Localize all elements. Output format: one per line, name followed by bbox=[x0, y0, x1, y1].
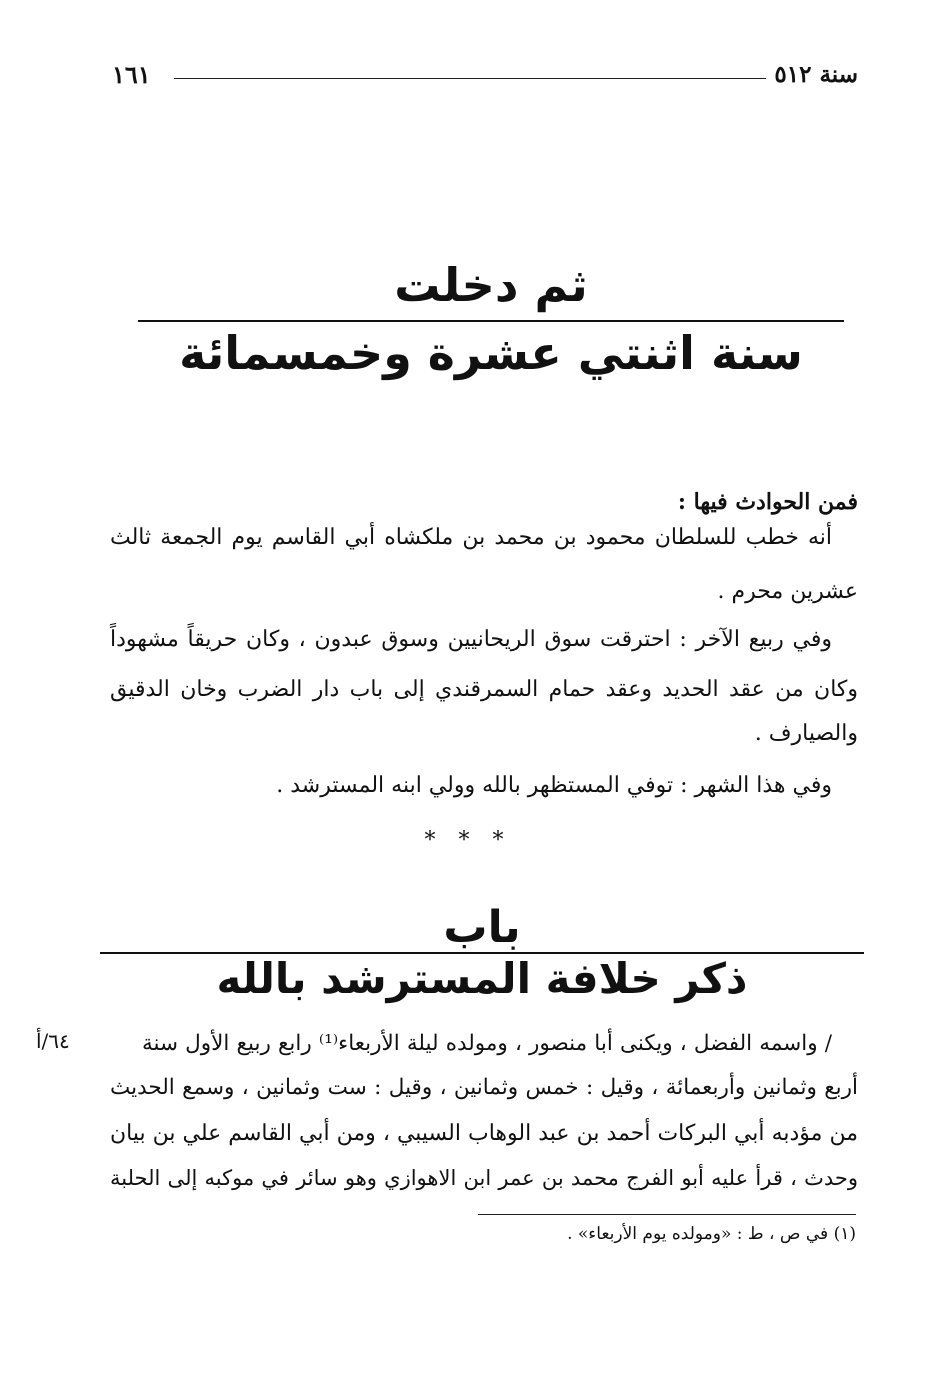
header-rule bbox=[174, 78, 766, 79]
footnote: (١) في ص ، ط : «ومولده يوم الأربعاء» . bbox=[567, 1224, 856, 1244]
paragraph-line: / واسمه الفضل ، ويكنى أبا منصور ، ومولده ليلة الأربعاء⁽¹⁾ رابع ربيع الأول سنة bbox=[142, 1031, 833, 1056]
running-header bbox=[112, 58, 858, 92]
paragraph-line: أربع وثمانين وأربعمائة ، وقيل : خمس وثمانين ، وقيل : ست وثمانين ، وسمع الحديث bbox=[110, 1075, 858, 1100]
chapter-title: ذكر خلافة المسترشد بالله bbox=[216, 954, 748, 1003]
header-year: سنة ٥١٢ bbox=[774, 61, 858, 88]
section-title-main: سنة اثنتي عشرة وخمسمائة bbox=[179, 326, 803, 380]
section-title-top: ثم دخلت bbox=[394, 258, 588, 312]
paragraph-line: وحدث ، قرأ عليه أبو الفرج محمد بن عمر ابن الاهوازي وهو سائر في موكبه إلى الحلبة bbox=[110, 1166, 858, 1190]
page-number: ١٦١ bbox=[112, 60, 151, 89]
chapter-label: باب bbox=[443, 902, 521, 953]
paragraph-line: والصيارف . bbox=[754, 721, 858, 746]
paragraph-line: من مؤدبه أبي البركات أحمد بن عبد الوهاب السيبي ، ومن أبي القاسم علي بن بيان bbox=[110, 1121, 858, 1146]
paragraph-line: وكان من عقد الحديد وعقد حمام السمرقندي إلى باب دار الضرب وخان الدقيق bbox=[110, 677, 858, 702]
section-separator: * * * bbox=[424, 828, 512, 853]
paragraph-line: أنه خطب للسلطان محمود بن محمد بن ملكشاه أبي القاسم يوم الجمعة ثالث bbox=[110, 525, 832, 550]
events-heading: فمن الحوادث فيها : bbox=[677, 489, 858, 515]
paragraph-line: عشرين محرم . bbox=[717, 579, 858, 604]
margin-folio-note: ٦٤/أ bbox=[36, 1029, 70, 1053]
paragraph-line: وفي هذا الشهر : توفي المستظهر بالله وولي ابنه المسترشد . bbox=[276, 773, 832, 798]
paragraph-line: وفي ربيع الآخر : احترقت سوق الريحانيين وسوق عبدون ، وكان حريقاً مشهوداً bbox=[110, 627, 832, 652]
footnote-rule bbox=[478, 1214, 856, 1215]
title-divider bbox=[138, 320, 844, 322]
